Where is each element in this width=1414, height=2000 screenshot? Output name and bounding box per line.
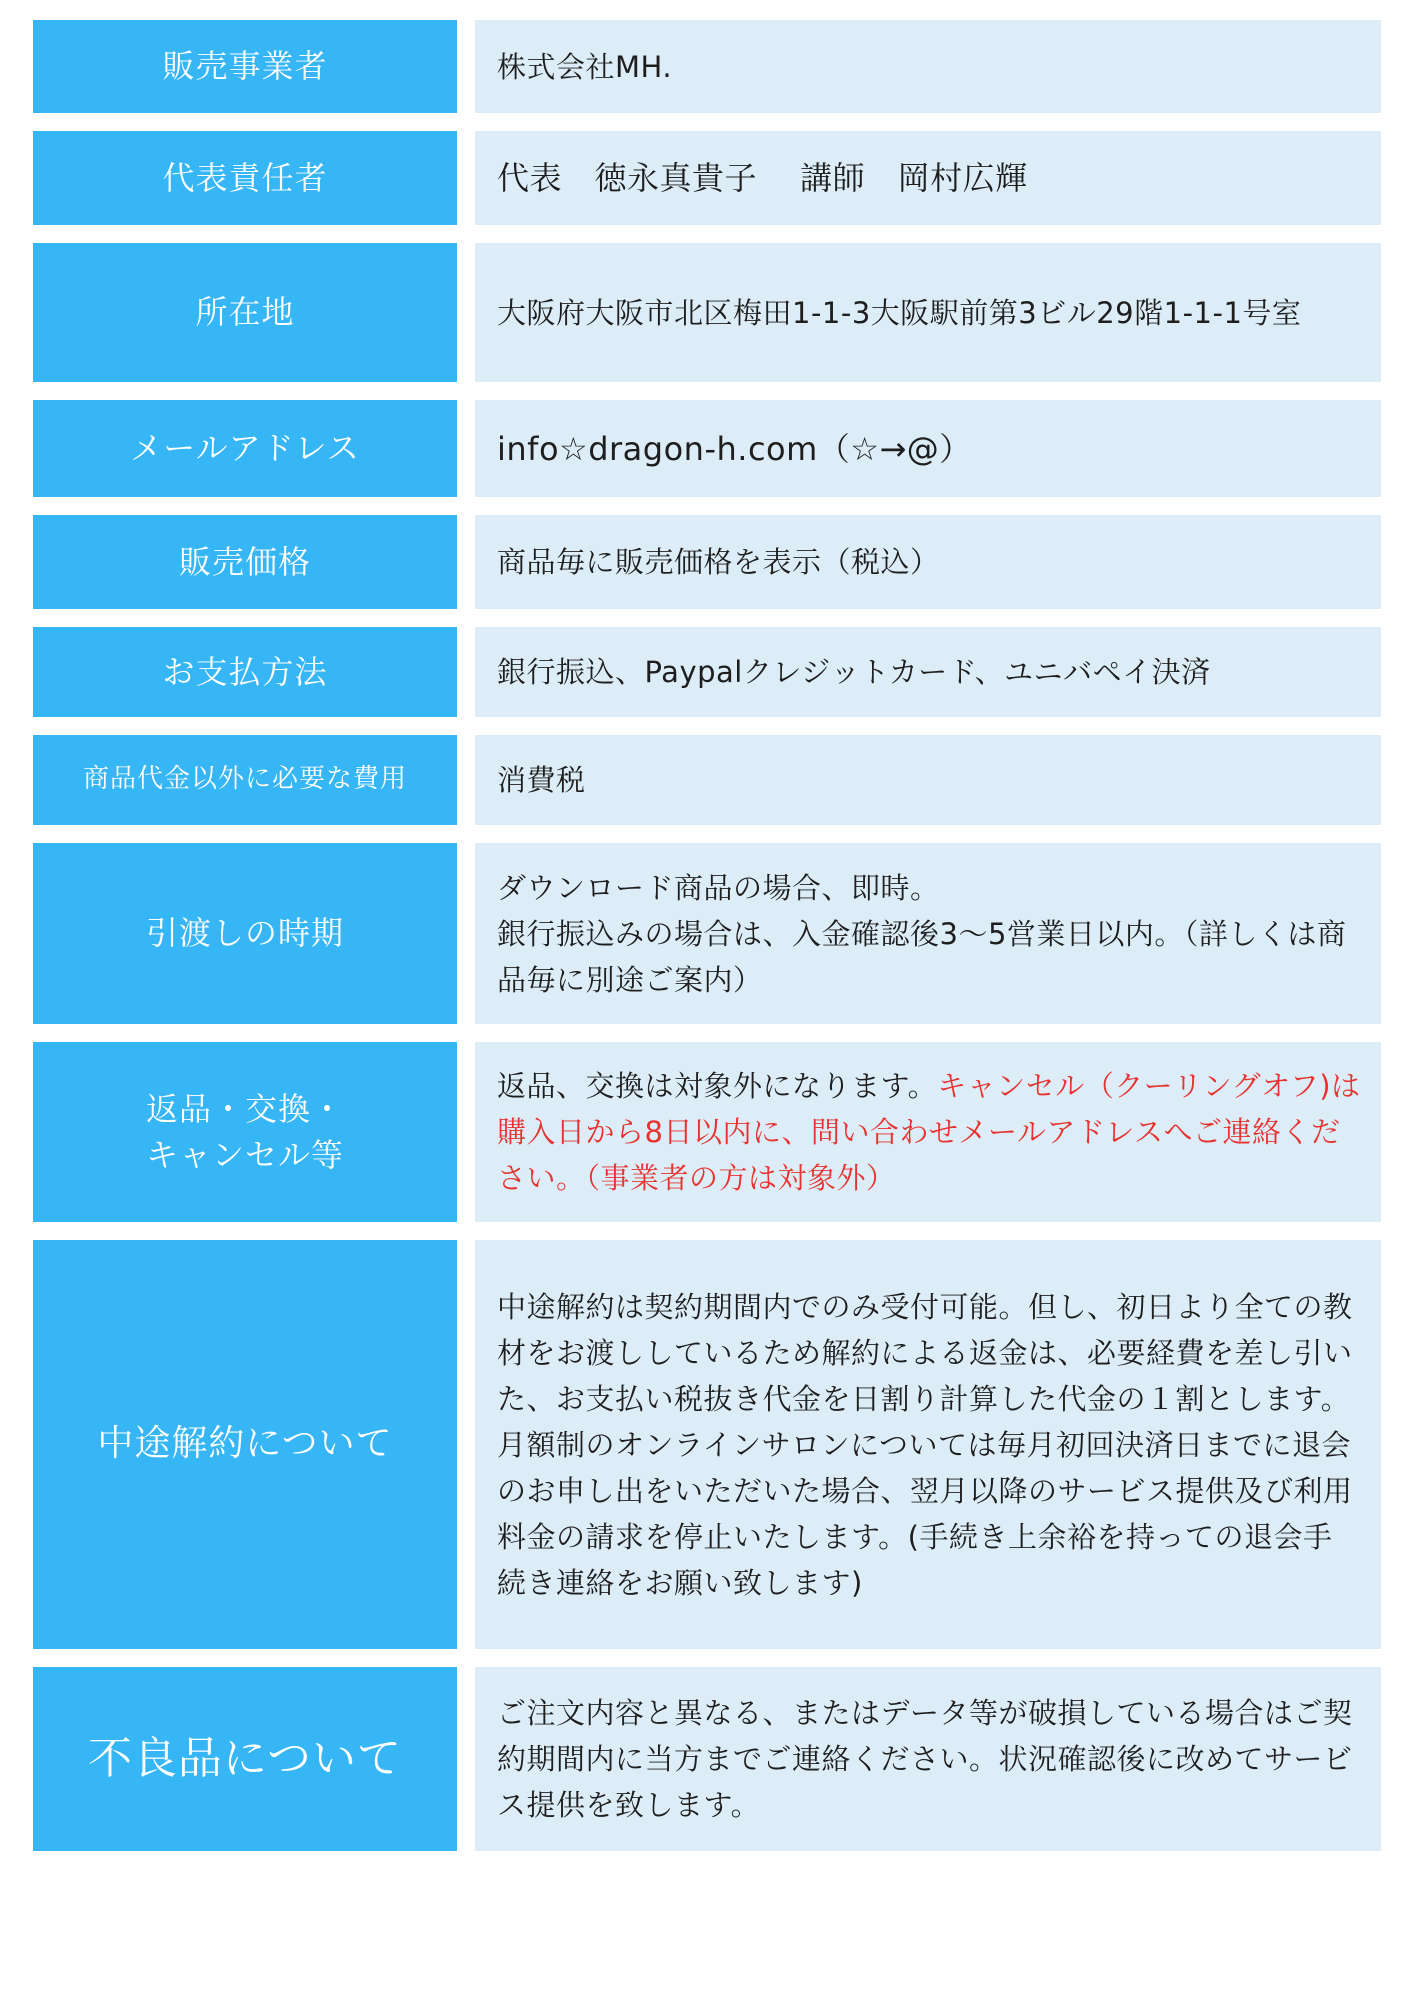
row-label-price: 販売価格 — [33, 515, 457, 609]
table-row-price — [33, 515, 1381, 609]
delivery-line-download: ダウンロード商品の場合、即時。 — [497, 870, 940, 905]
row-label-extra-fees: 商品代金以外に必要な費用 — [33, 735, 457, 825]
table-row-termination — [33, 1240, 1381, 1649]
table-row-address — [33, 243, 1381, 382]
row-value-price: 商品毎に販売価格を表示（税込） — [475, 515, 1381, 609]
table-row-defective — [33, 1667, 1381, 1851]
row-value-seller: 株式会社MH. — [475, 20, 1381, 113]
table-row-extra-fees — [33, 735, 1381, 825]
table-row-email — [33, 400, 1381, 497]
row-value-termination: 中途解約は契約期間内でのみ受付可能。但し、初日より全ての教材をお渡ししているため解約による返金は、必要経費を差し引いた、お支払い税抜き代金を日割り計算した代金の１割とします。月額制のオンラインサロンについては毎月初回決済日までに退会のお申し出をいただいた場合、翌月以降のサービス提供及び利用料金の請求を停止いたします。(手続き上余裕を持っての退会手続き連絡をお願い致します) — [475, 1240, 1381, 1649]
row-value-payment: 銀行振込、Paypalクレジットカード、ユニバペイ決済 — [475, 627, 1381, 717]
delivery-line-bank: 銀行振込みの場合は、入金確認後3〜5営業日以内。（詳しくは商品毎に別途ご案内） — [497, 916, 1347, 997]
row-value-defective: ご注文内容と異なる、またはデータ等が破損している場合はご契約期間内に当方までご連絡ください。状況確認後に改めてサービス提供を致します。 — [475, 1667, 1381, 1851]
row-label-termination: 中途解約について — [33, 1240, 457, 1649]
table-row-returns — [33, 1042, 1381, 1222]
table-row-representative — [33, 131, 1381, 225]
row-value-email: info☆dragon-h.com（☆→@） — [475, 400, 1381, 497]
row-value-delivery — [475, 843, 1381, 1024]
row-label-payment: お支払方法 — [33, 627, 457, 717]
table-row-delivery — [33, 843, 1381, 1024]
row-value-representative: 代表 徳永真貴子 講師 岡村広輝 — [475, 131, 1381, 225]
table-row-seller — [33, 20, 1381, 113]
row-label-seller: 販売事業者 — [33, 20, 457, 113]
table-row-payment — [33, 627, 1381, 717]
row-label-email: メールアドレス — [33, 400, 457, 497]
row-value-returns — [475, 1042, 1381, 1222]
returns-text: 返品、交換は対象外になります。 — [497, 1069, 938, 1103]
row-label-representative: 代表責任者 — [33, 131, 457, 225]
row-label-address: 所在地 — [33, 243, 457, 382]
row-value-address: 大阪府大阪市北区梅田1-1-3大阪駅前第3ビル29階1-1-1号室 — [475, 243, 1381, 382]
row-label-returns: 返品・交換・ キャンセル等 — [33, 1042, 457, 1222]
cancellation-notice: キャンセル（クーリングオフ)は購入日から8日以内に、問い合わせメールアドレスへご連絡ください。（事業者の方は対象外） — [497, 1069, 1361, 1195]
row-label-defective: 不良品について — [33, 1667, 457, 1851]
row-value-extra-fees: 消費税 — [475, 735, 1381, 825]
row-label-delivery: 引渡しの時期 — [33, 843, 457, 1024]
